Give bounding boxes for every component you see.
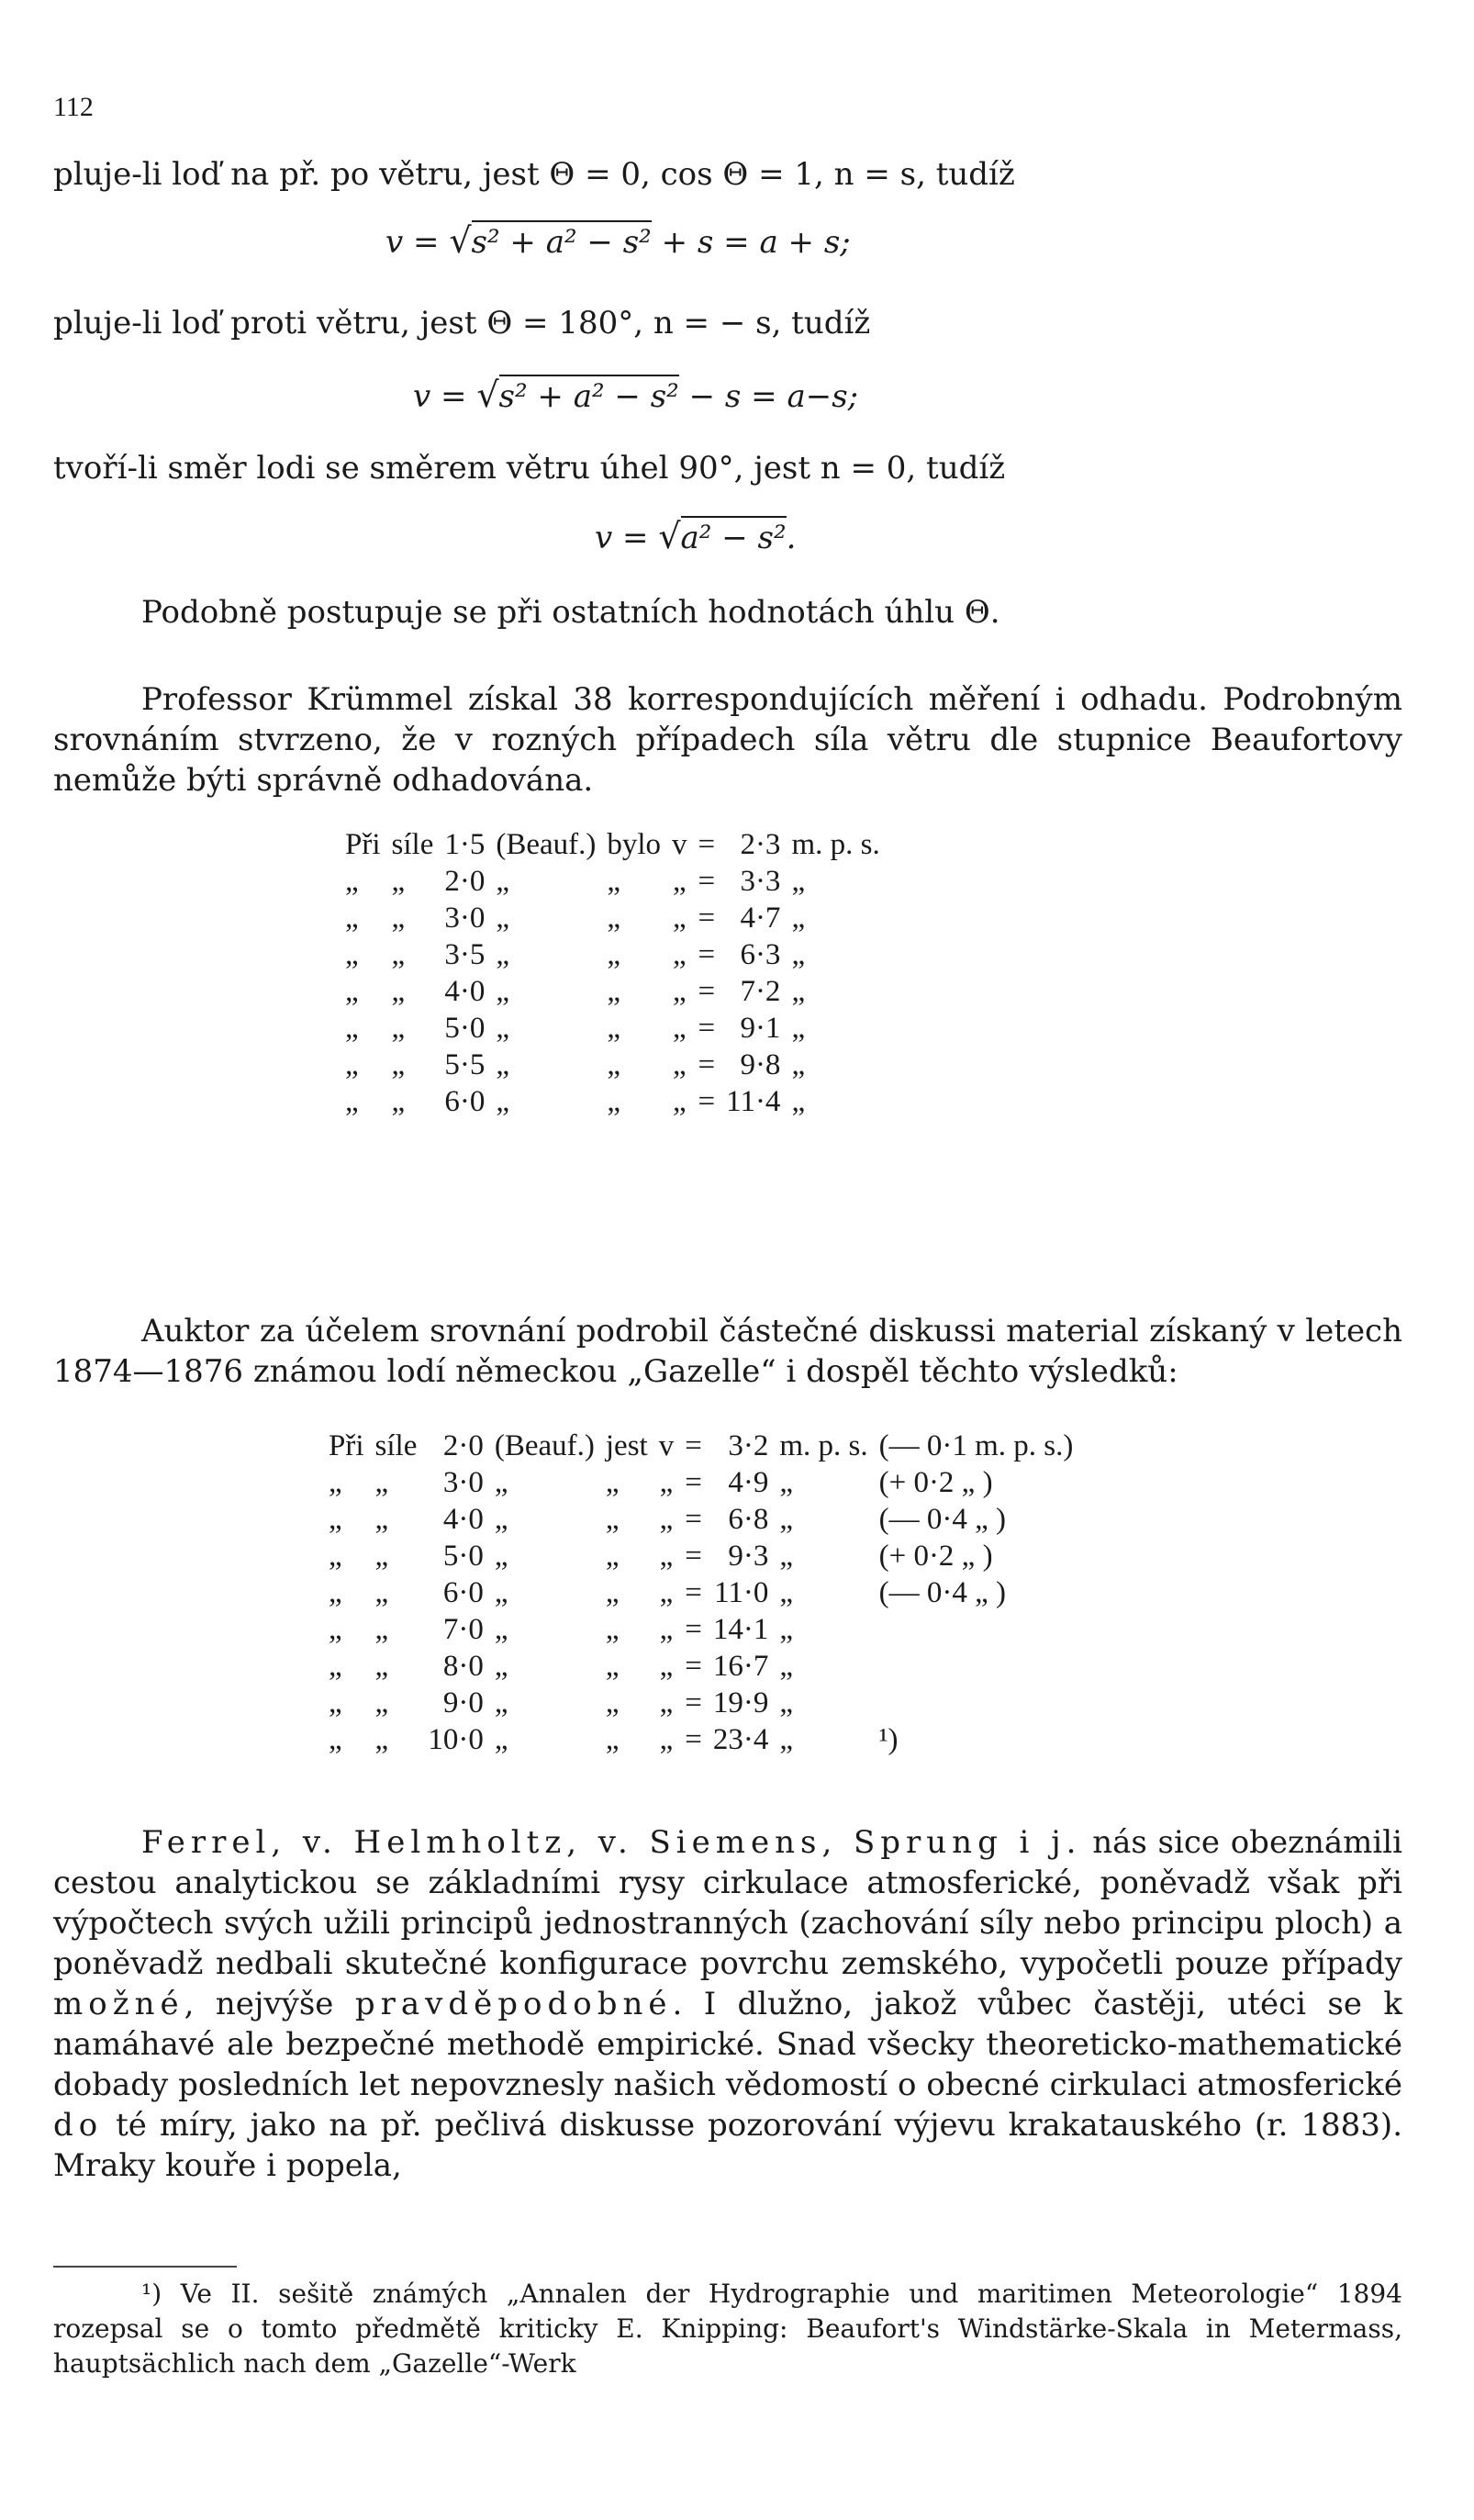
table-cell xyxy=(874,1611,1079,1648)
table-cell: „ xyxy=(374,1540,389,1573)
table-cell: 6·0 xyxy=(442,1576,484,1609)
table-cell: „ xyxy=(607,1048,621,1081)
table-row xyxy=(340,826,886,863)
table-cell: „ xyxy=(779,1466,793,1499)
table-cell: „ xyxy=(391,975,406,1008)
paragraph-crosswind: tvoří-li směr lodi se směrem větru úhel 90°, jest n = 0, tudíž xyxy=(53,450,1006,487)
equation-upwind xyxy=(413,375,858,415)
table-cell: „ xyxy=(607,1012,621,1045)
paragraph-ferrel xyxy=(53,1822,1402,2186)
table-cell: „ xyxy=(605,1540,620,1573)
table-cell: 6·3 xyxy=(740,938,781,971)
table-cell: „ xyxy=(374,1503,389,1536)
paragraph-krummel: Professor Krümmel získal 38 korrespondujících měření i odhadu. Podrobným srovnáním stvrzeno, že v rozných případech síla větru dle stupnice Beaufortovy nemůže býti správně odhadována. xyxy=(53,681,1402,799)
table-cell: „ xyxy=(791,938,806,971)
table-cell: 16·7 xyxy=(712,1650,769,1683)
table-cell: „ xyxy=(391,1012,406,1045)
equation-rest: . xyxy=(786,520,797,556)
table-row xyxy=(323,1501,1078,1538)
table-cell: „ xyxy=(345,1085,359,1118)
paragraph-text: , nejvýše xyxy=(184,1986,355,2022)
table-cell: jest xyxy=(605,1429,648,1462)
table-cell: 4·0 xyxy=(442,1503,484,1536)
table-cell: 9·3 xyxy=(728,1540,769,1573)
paragraph-text: nás sice obeznámili cestou analytickou se základními rysy cirkulace atmosferické, poněvadž však při výpočtech svých užili principů jednostranných (zachování síly nebo principu ploch) a poněvadž nedbali skutečné konfigurace povrchu zemského, vypočetli pouze případy xyxy=(53,1824,1403,1982)
table-cell: 5·0 xyxy=(442,1540,484,1573)
table-row xyxy=(323,1538,1078,1574)
table-cell: 7·0 xyxy=(442,1613,484,1646)
table-row xyxy=(323,1685,1078,1721)
table-cell: = xyxy=(685,1723,702,1756)
table-cell: „ xyxy=(605,1723,620,1756)
footnote-divider xyxy=(53,2266,237,2268)
table-cell: = xyxy=(685,1466,702,1499)
equation-lhs: v = xyxy=(385,224,450,261)
table-cell: = xyxy=(698,902,716,935)
table-cell: „ xyxy=(329,1650,342,1683)
table-cell: = xyxy=(698,1085,716,1118)
table-cell: „ xyxy=(779,1650,793,1683)
table-cell: m. p. s. xyxy=(791,828,880,861)
table-row xyxy=(323,1611,1078,1648)
table-cell: = xyxy=(685,1429,702,1462)
table-cell: 23·4 xyxy=(712,1723,769,1756)
table-cell xyxy=(874,1648,1079,1685)
table-cell: „ xyxy=(672,938,687,971)
table-cell: 11·4 xyxy=(726,1085,781,1118)
table-cell: „ xyxy=(791,902,806,935)
table-cell: = xyxy=(698,828,716,861)
table-cell: „ xyxy=(329,1723,342,1756)
table-cell: „ xyxy=(605,1686,620,1719)
table-cell: „ xyxy=(659,1686,674,1719)
table-cell: 3·2 xyxy=(728,1429,769,1462)
table-cell: „ xyxy=(374,1576,389,1609)
table-cell: = xyxy=(685,1540,702,1573)
table-cell: „ xyxy=(659,1723,674,1756)
table-cell: 3·0 xyxy=(444,902,486,935)
table-cell: = xyxy=(698,865,716,898)
table-cell: 1·5 xyxy=(444,828,486,861)
table-cell: „ xyxy=(791,975,806,1008)
table-cell: „ xyxy=(607,1085,621,1118)
table-row xyxy=(340,1083,886,1120)
table-cell: = xyxy=(685,1650,702,1683)
table-cell: 5·5 xyxy=(444,1048,486,1081)
table-cell: (+ 0·2 „ ) xyxy=(878,1466,993,1499)
table-cell: „ xyxy=(496,1085,509,1118)
author-names: Ferrel, v. Helmholtz, v. Siemens, Sprung i j. xyxy=(141,1824,1082,1861)
table-cell: „ xyxy=(791,1085,806,1118)
table-row xyxy=(340,1010,886,1047)
table-cell: 2·0 xyxy=(442,1429,484,1462)
table-row xyxy=(340,936,886,973)
table-cell: „ xyxy=(345,1048,359,1081)
table-cell: „ xyxy=(391,938,406,971)
table-cell: „ xyxy=(494,1650,508,1683)
table-cell: „ xyxy=(374,1613,389,1646)
table-cell: „ xyxy=(496,975,509,1008)
emphasis-do: do xyxy=(53,2107,104,2144)
table-cell: „ xyxy=(672,1048,687,1081)
table-cell: „ xyxy=(494,1686,508,1719)
table-cell: = xyxy=(698,1012,716,1045)
table-cell: = xyxy=(685,1576,702,1609)
table-cell: „ xyxy=(672,902,687,935)
table-cell: 5·0 xyxy=(444,1012,486,1045)
table-cell: „ xyxy=(345,1012,359,1045)
table-cell: „ xyxy=(791,865,806,898)
table-cell: = xyxy=(698,1048,716,1081)
table-cell: 4·9 xyxy=(728,1466,769,1499)
table-cell: 9·8 xyxy=(740,1048,781,1081)
sqrt-sign-icon: √ xyxy=(476,375,499,415)
table-cell: „ xyxy=(672,1085,687,1118)
table-cell: „ xyxy=(329,1576,342,1609)
table-cell: „ xyxy=(329,1540,342,1573)
table-cell: „ xyxy=(374,1723,389,1756)
paragraph-auktor: Auktor za účelem srovnání podrobil částečné diskussi material získaný v letech 1874—1876 známou lodí německou „Gazelle“ i dospěl těchto výsledků: xyxy=(53,1313,1402,1390)
table-cell: (+ 0·2 „ ) xyxy=(878,1540,993,1573)
equation-root: s² + a² − s² xyxy=(499,375,679,415)
table-cell: „ xyxy=(391,1085,406,1118)
table-cell: „ xyxy=(496,1012,509,1045)
equation-lhs: v = xyxy=(413,378,477,415)
equation-root: a² − s² xyxy=(681,516,787,556)
table-cell: „ xyxy=(779,1540,793,1573)
table-cell: = xyxy=(685,1686,702,1719)
table-cell: „ xyxy=(607,975,621,1008)
table-cell: 3·0 xyxy=(442,1466,484,1499)
table-cell: (— 0·4 „ ) xyxy=(878,1503,1006,1536)
table-cell: síle xyxy=(391,828,434,861)
table-cell: „ xyxy=(607,865,621,898)
table-cell xyxy=(874,1685,1079,1721)
table-cell: „ xyxy=(496,902,509,935)
table-cell: „ xyxy=(659,1650,674,1683)
table-cell: „ xyxy=(494,1503,508,1536)
equation-rest: − s = a−s; xyxy=(678,378,859,415)
paragraph-text: té míry, jako na př. pečlivá diskusse pozorování výjevu krakatauského (r. 1883). Mraky kouře i popela, xyxy=(53,2107,1402,2184)
table-cell: „ xyxy=(605,1650,620,1683)
table-cell: „ xyxy=(374,1466,389,1499)
table-cell: m. p. s. xyxy=(779,1429,868,1462)
table-cell: „ xyxy=(374,1686,389,1719)
table-cell: 6·0 xyxy=(444,1085,486,1118)
table-gazelle xyxy=(323,1428,1078,1758)
page-number: 112 xyxy=(53,92,94,122)
table-cell: = xyxy=(698,938,716,971)
table-cell: „ xyxy=(659,1613,674,1646)
table-cell: „ xyxy=(494,1576,508,1609)
table-row xyxy=(340,973,886,1010)
table-cell: 4·7 xyxy=(740,902,781,935)
table-row xyxy=(340,900,886,936)
table-cell: 14·1 xyxy=(712,1613,769,1646)
table-cell: 3·3 xyxy=(740,865,781,898)
equation-downwind xyxy=(385,220,851,261)
table-cell: „ xyxy=(672,1012,687,1045)
table-row xyxy=(323,1428,1078,1464)
table-cell: „ xyxy=(494,1723,508,1756)
sqrt-sign-icon: √ xyxy=(658,516,681,556)
table-cell: 7·2 xyxy=(740,975,781,1008)
table-cell: 2·3 xyxy=(740,828,781,861)
table-cell: 11·0 xyxy=(714,1576,769,1609)
table-cell: „ xyxy=(791,1048,806,1081)
table-cell: „ xyxy=(779,1503,793,1536)
table-row xyxy=(323,1464,1078,1501)
table-cell: „ xyxy=(659,1540,674,1573)
paragraph-upwind: pluje-li loď proti větru, jest Θ = 180°, n = − s, tudíž xyxy=(53,305,871,342)
equation-crosswind xyxy=(595,516,796,556)
table-cell: „ xyxy=(779,1723,793,1756)
table-cell: 9·1 xyxy=(740,1012,781,1045)
equation-lhs: v = xyxy=(595,520,659,556)
table-cell: „ xyxy=(391,865,406,898)
paragraph-downwind: pluje-li loď na př. po větru, jest Θ = 0, cos Θ = 1, n = s, tudíž xyxy=(53,156,1015,193)
table-cell: „ xyxy=(605,1613,620,1646)
table-cell: „ xyxy=(329,1466,342,1499)
table-cell: „ xyxy=(329,1686,342,1719)
table-row xyxy=(323,1721,1078,1758)
table-cell: = xyxy=(685,1503,702,1536)
table-cell: Při xyxy=(345,828,381,861)
table-cell: 9·0 xyxy=(442,1686,484,1719)
table-cell: „ xyxy=(391,1048,406,1081)
footnote: ¹) Ve II. sešitě známých „Annalen der Hydrographie und maritimen Meteorologie“ 1894 rozepsal se o tomto předmětě kriticky E. Knipping: Beaufort's Windstärke-Skala in Metermass, hauptsächlich nach dem „Gazelle“-Werk xyxy=(53,2279,1402,2379)
table-cell: „ xyxy=(672,865,687,898)
table-cell: „ xyxy=(779,1613,793,1646)
table-cell: (— 0·1 m. p. s.) xyxy=(878,1429,1074,1462)
table-cell: „ xyxy=(329,1613,342,1646)
table-cell: 8·0 xyxy=(442,1650,484,1683)
table-row xyxy=(340,1047,886,1083)
table-cell: „ xyxy=(345,975,359,1008)
table-cell: „ xyxy=(659,1466,674,1499)
table-cell: „ xyxy=(779,1686,793,1719)
table-cell: „ xyxy=(791,1012,806,1045)
table-cell: „ xyxy=(345,865,359,898)
table-cell: „ xyxy=(607,902,621,935)
table-cell: 6·8 xyxy=(728,1503,769,1536)
table-cell: 3·5 xyxy=(444,938,486,971)
table-row xyxy=(323,1648,1078,1685)
table-cell: 19·9 xyxy=(712,1686,769,1719)
table-cell: „ xyxy=(345,902,359,935)
table-cell: „ xyxy=(496,938,509,971)
table-cell: „ xyxy=(605,1503,620,1536)
table-cell: „ xyxy=(672,975,687,1008)
table-cell: „ xyxy=(659,1503,674,1536)
table-cell: (— 0·4 „ ) xyxy=(878,1576,1006,1609)
table-cell: „ xyxy=(659,1576,674,1609)
table-cell: = xyxy=(685,1613,702,1646)
table-cell: „ xyxy=(345,938,359,971)
table-cell: „ xyxy=(494,1540,508,1573)
table-row xyxy=(323,1574,1078,1611)
table-cell: „ xyxy=(329,1503,342,1536)
table-cell: ¹) xyxy=(878,1723,899,1756)
table-cell: 4·0 xyxy=(444,975,486,1008)
table-cell: „ xyxy=(605,1576,620,1609)
table-krummel xyxy=(340,826,886,1120)
table-cell: v xyxy=(672,828,687,861)
emphasis-mozne: možné xyxy=(53,1986,184,2022)
table-cell: (Beauf.) xyxy=(496,828,597,861)
sqrt-sign-icon: √ xyxy=(449,220,472,261)
table-cell: „ xyxy=(779,1576,793,1609)
table-cell: „ xyxy=(374,1650,389,1683)
table-cell: „ xyxy=(496,1048,509,1081)
table-cell: 10·0 xyxy=(428,1723,484,1756)
table-cell: 2·0 xyxy=(444,865,486,898)
paragraph-similarly: Podobně postupuje se při ostatních hodnotách úhlu Θ. xyxy=(141,594,1000,631)
table-cell: „ xyxy=(605,1466,620,1499)
table-cell: Při xyxy=(329,1429,364,1462)
table-cell: „ xyxy=(607,938,621,971)
table-cell: bylo xyxy=(607,828,662,861)
table-cell: (Beauf.) xyxy=(494,1429,595,1462)
table-cell: „ xyxy=(391,902,406,935)
table-cell: síle xyxy=(374,1429,418,1462)
paragraph-text: . I dlužno, jakož vůbec častěji, utéci se k namáhavé ale bezpečné methodě empirické. Snad všecky theoreticko-mathematické dobady posledních let nepovznesly našich vědomostí o obecné cirkulaci atmosferické xyxy=(53,1986,1403,2103)
emphasis-pravdepodobne: pravděpodobné xyxy=(354,1986,673,2022)
table-cell: „ xyxy=(496,865,509,898)
table-cell: = xyxy=(698,975,716,1008)
table-cell: „ xyxy=(494,1613,508,1646)
table-cell: v xyxy=(658,1429,675,1462)
equation-root: s² + a² − s² xyxy=(472,220,652,261)
table-cell: „ xyxy=(494,1466,508,1499)
table-row xyxy=(340,863,886,900)
equation-rest: + s = a + s; xyxy=(651,224,851,261)
